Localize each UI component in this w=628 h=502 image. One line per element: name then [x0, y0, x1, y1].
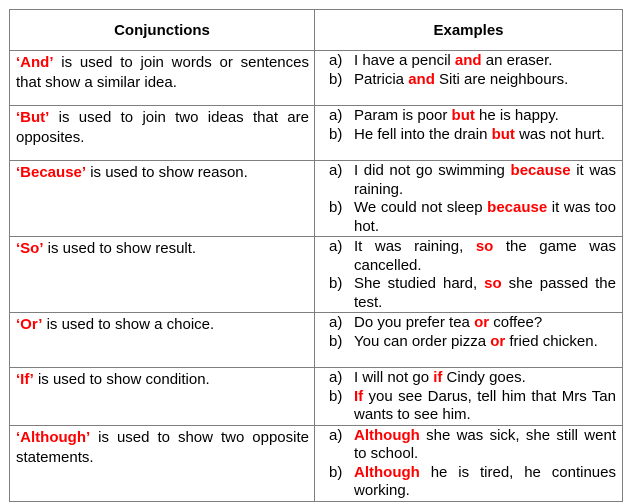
example-text-before: Param is poor — [354, 107, 452, 124]
conjunction-description — [10, 313, 315, 368]
table-row — [10, 425, 623, 501]
example-letter: a) — [329, 314, 343, 331]
example-letter: b) — [329, 332, 343, 350]
example-item — [321, 275, 616, 312]
example-item — [321, 464, 616, 501]
conjunction-usage-text: is used to show reason. — [86, 164, 248, 181]
example-text-before: It was raining, — [354, 238, 476, 255]
table-row — [10, 106, 623, 161]
example-sentence — [354, 238, 616, 275]
example-keyword: because — [487, 199, 548, 216]
example-letter: a) — [329, 162, 343, 179]
example-sentence — [354, 427, 616, 464]
conjunction-description — [10, 161, 315, 237]
example-text-before: Do you prefer tea — [354, 314, 475, 331]
conjunction-keyword: ‘And’ — [16, 54, 54, 71]
example-letter: a) — [329, 107, 343, 124]
conjunction-usage-text: is used to show result. — [43, 240, 197, 257]
example-text-before: Patricia — [354, 70, 409, 88]
conjunction-keyword: ‘But’ — [16, 109, 50, 126]
example-keyword: if — [433, 369, 443, 386]
example-sentence — [354, 126, 616, 145]
example-keyword: because — [510, 162, 571, 179]
table-row — [10, 161, 623, 237]
example-text-after: fried chicken. — [505, 332, 598, 350]
example-keyword: but — [451, 107, 475, 124]
example-text-before: I will not go — [354, 369, 434, 386]
conjunction-usage-text: is used to join two ideas that are opposites. — [16, 109, 309, 146]
example-letter: b) — [329, 125, 343, 143]
example-text-after: it was too hot. — [354, 199, 616, 235]
conjunction-keyword: ‘Or’ — [16, 316, 43, 333]
example-letter: b) — [329, 463, 343, 481]
example-letter: a) — [329, 52, 343, 69]
example-keyword: or — [490, 332, 506, 350]
example-keyword: If — [354, 387, 364, 405]
header-examples: Examples — [315, 10, 623, 51]
conjunction-description — [10, 51, 315, 106]
conjunction-description — [10, 425, 315, 501]
example-item — [321, 369, 616, 388]
example-item — [321, 107, 616, 126]
example-text-after: coffee? — [489, 314, 543, 331]
example-text-after: was not hurt. — [514, 125, 605, 143]
example-text-after: Siti are neighbours. — [434, 70, 569, 88]
example-text-after: you see Darus, tell him that Mrs Tan wants to see him. — [354, 387, 616, 423]
example-text-before: I did not go swimming — [354, 162, 511, 179]
example-sentence — [354, 107, 616, 126]
example-keyword: Although — [354, 426, 420, 444]
conjunction-usage-text: is used to join words or sentences that show a similar idea. — [16, 54, 309, 91]
example-item — [321, 238, 616, 275]
example-item — [321, 126, 616, 145]
table-row — [10, 237, 623, 313]
example-keyword: or — [474, 314, 490, 331]
example-sentence — [354, 388, 616, 425]
conjunction-usage-text: is used to show a choice. — [42, 316, 215, 333]
conjunction-description — [10, 368, 315, 426]
conjunction-keyword: ‘If’ — [16, 371, 34, 388]
table-row — [10, 51, 623, 106]
header-conjunctions: Conjunctions — [10, 10, 315, 51]
example-text-before: She studied hard, — [354, 275, 485, 292]
conjunctions-table — [9, 9, 623, 502]
examples-cell — [315, 313, 623, 368]
example-sentence — [354, 52, 616, 71]
example-keyword: and — [454, 52, 482, 69]
examples-cell — [315, 106, 623, 161]
example-item — [321, 199, 616, 236]
example-letter: a) — [329, 369, 343, 386]
conjunction-keyword: ‘Because’ — [16, 164, 87, 181]
example-item — [321, 162, 616, 199]
conjunction-keyword: ‘So’ — [16, 240, 44, 257]
example-item — [321, 52, 616, 71]
example-text-before: We could not sleep — [354, 199, 488, 216]
example-keyword: so — [484, 275, 502, 292]
example-sentence — [354, 369, 616, 388]
example-letter: a) — [329, 238, 343, 255]
example-letter: b) — [329, 275, 343, 292]
example-text-after: the game was cancelled. — [354, 238, 616, 274]
example-item — [321, 333, 616, 352]
example-sentence — [354, 275, 616, 312]
example-keyword: Although — [354, 463, 420, 481]
header-row — [10, 10, 623, 51]
example-text-after: she was sick, she still went to school. — [354, 426, 616, 462]
example-text-after: it was raining. — [354, 162, 617, 198]
example-keyword: and — [408, 70, 435, 88]
examples-cell — [315, 425, 623, 501]
example-letter: b) — [329, 70, 343, 88]
example-text-before: I have a pencil — [354, 52, 455, 69]
example-text-after: he is tired, he continues working. — [354, 463, 616, 499]
example-text-before: You can order pizza — [354, 332, 491, 350]
example-letter: b) — [329, 387, 343, 405]
table-row — [10, 368, 623, 426]
example-letter: a) — [329, 426, 343, 444]
conjunction-usage-text: is used to show condition. — [33, 371, 210, 388]
example-sentence — [354, 464, 616, 501]
example-sentence — [354, 333, 616, 352]
example-text-after: Cindy goes. — [442, 369, 526, 386]
example-sentence — [354, 162, 616, 199]
table-row — [10, 313, 623, 368]
conjunction-keyword: ‘Although’ — [16, 428, 91, 446]
example-text-after: she passed the test. — [354, 275, 616, 311]
example-text-after: he is happy. — [474, 107, 559, 124]
examples-cell — [315, 237, 623, 313]
conjunction-description — [10, 237, 315, 313]
example-item — [321, 427, 616, 464]
example-sentence — [354, 71, 616, 90]
conjunction-usage-text: is used to show two opposite statements. — [16, 428, 309, 466]
example-letter: b) — [329, 199, 343, 216]
example-keyword: so — [475, 238, 494, 255]
example-sentence — [354, 199, 616, 236]
example-item — [321, 314, 616, 333]
example-text-after: an eraser. — [481, 52, 553, 69]
example-text-before: He fell into the drain — [354, 125, 492, 143]
examples-cell — [315, 51, 623, 106]
example-keyword: but — [491, 125, 515, 143]
examples-cell — [315, 161, 623, 237]
examples-cell — [315, 368, 623, 426]
example-sentence — [354, 314, 616, 333]
example-item — [321, 388, 616, 425]
example-item — [321, 71, 616, 90]
conjunction-description — [10, 106, 315, 161]
